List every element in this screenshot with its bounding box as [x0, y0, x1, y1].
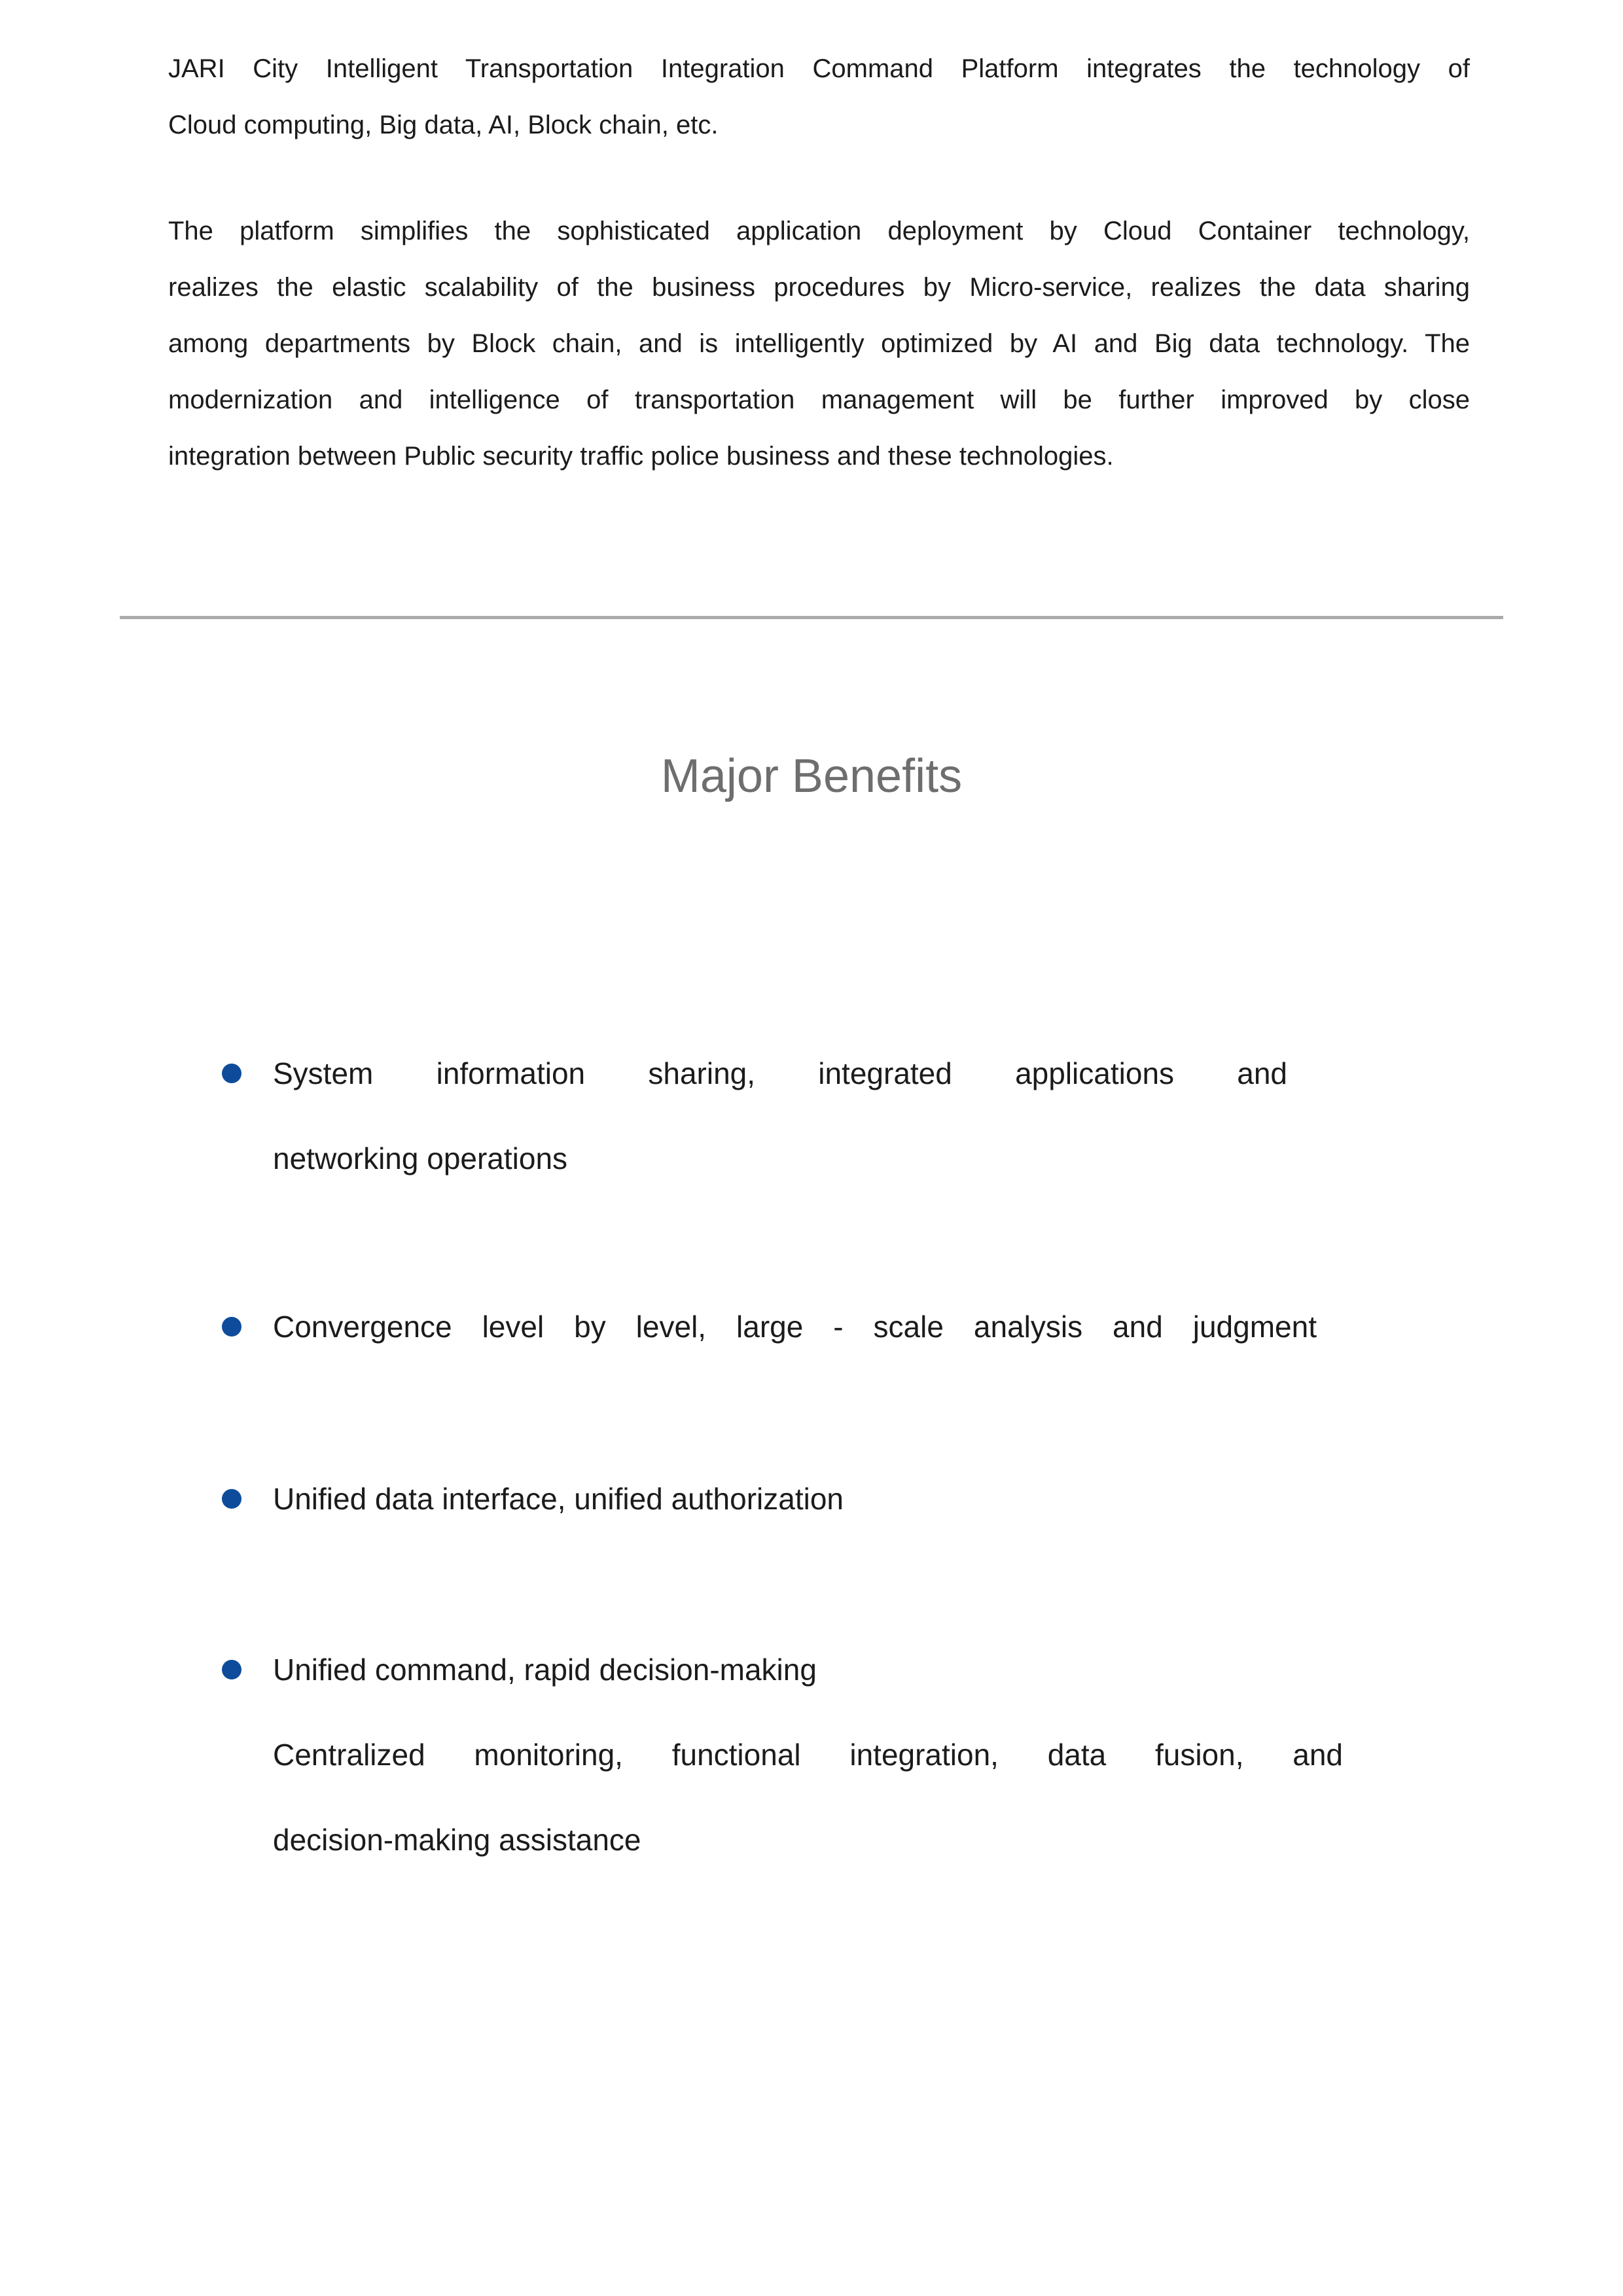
list-item	[273, 1031, 1287, 1201]
paragraph-line: realizes the elastic scalability of the business procedures by Micro-service, realizes the data sharing	[168, 273, 1470, 302]
paragraph-line: integration between Public security traffic police business and these technologies.	[168, 442, 1114, 471]
list-item-line: decision-making assistance	[273, 1823, 641, 1857]
paragraph-line: among departments by Block chain, and is intelligently optimized by AI and Big data technology. The	[168, 329, 1470, 358]
paragraph-line: The platform simplifies the sophisticated application deployment by Cloud Container technology,	[168, 217, 1470, 245]
list-item-line: Centralized monitoring, functional integration, data fusion, and	[273, 1738, 1343, 1772]
list-item	[273, 1456, 844, 1541]
bullet-marker-icon	[222, 1064, 241, 1083]
intro-paragraph-1	[168, 41, 1470, 153]
bullet-marker-icon	[222, 1317, 241, 1336]
list-item-line: Unified data interface, unified authorization	[273, 1482, 844, 1516]
intro-paragraph-2	[168, 203, 1470, 484]
list-item-line: networking operations	[273, 1141, 568, 1175]
bullet-marker-icon	[222, 1489, 241, 1509]
list-item-line: Unified command, rapid decision-making	[273, 1653, 817, 1687]
paragraph-line: Cloud computing, Big data, AI, Block chain, etc.	[168, 111, 719, 139]
paragraph-line: JARI City Intelligent Transportation Integration Command Platform integrates the technology of	[168, 54, 1470, 83]
list-item	[273, 1284, 1317, 1369]
list-item	[273, 1627, 1343, 1882]
bullet-marker-icon	[222, 1660, 241, 1679]
list-item-line: System information sharing, integrated applications and	[273, 1056, 1287, 1090]
section-divider	[120, 616, 1503, 619]
list-item-line: Convergence level by level, large - scale analysis and judgment	[273, 1310, 1317, 1344]
section-title: Major Benefits	[660, 750, 963, 802]
paragraph-line: modernization and intelligence of transportation management will be further improved by close	[168, 386, 1470, 414]
